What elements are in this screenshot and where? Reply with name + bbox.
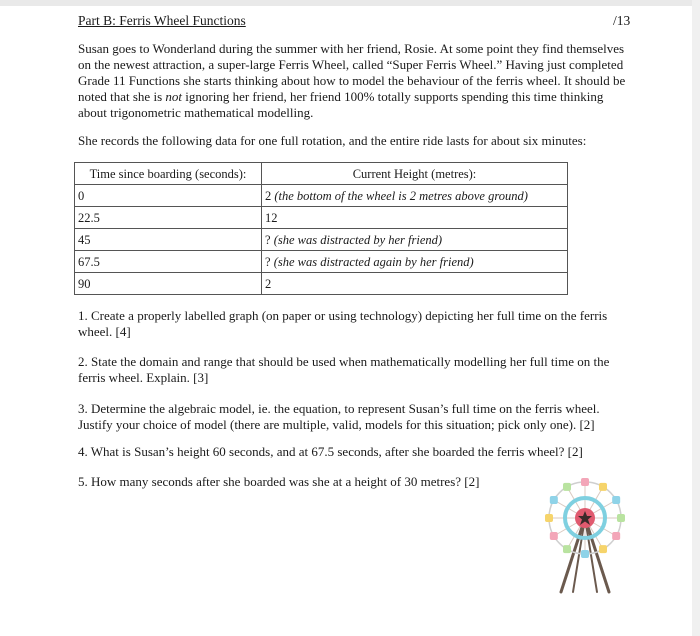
cell-height	[262, 251, 568, 273]
section-title: Part B: Ferris Wheel Functions	[78, 13, 246, 28]
header-height: Current Height (metres):	[262, 163, 568, 185]
cell-time: 22.5	[75, 207, 262, 229]
wheel-cabin	[581, 478, 589, 486]
intro-text-part2: ignoring her friend, her friend 100% totally supports spending this time thinking about trigonometric mathematical modelling.	[78, 89, 604, 120]
intro-emphasis: not	[165, 89, 183, 104]
question-3: 3. Determine the algebraic model, ie. the equation, to represent Susan’s full time on the ferris wheel. Justify your choice of model (there are multiple, valid, models for this situation; pick only one). [2]	[78, 401, 600, 432]
cell-height	[262, 229, 568, 251]
data-table	[74, 162, 568, 295]
header-time: Time since boarding (seconds):	[75, 163, 262, 185]
wheel-cabin	[617, 514, 625, 522]
cell-time: 67.5	[75, 251, 262, 273]
table-row	[75, 185, 568, 207]
question-5: 5. How many seconds after she boarded was she at a height of 30 metres? [2]	[78, 474, 480, 489]
wheel-cabin	[550, 496, 558, 504]
intro-paragraph	[78, 41, 630, 121]
cell-height	[262, 273, 568, 295]
question-1: 1. Create a properly labelled graph (on paper or using technology) depicting her full time on the ferris wheel. [4]	[78, 308, 608, 339]
cell-height	[262, 207, 568, 229]
table-row	[75, 273, 568, 295]
wheel-cabin	[545, 514, 553, 522]
cell-height	[262, 185, 568, 207]
question-4: 4. What is Susan’s height 60 seconds, and at 67.5 seconds, after she boarded the ferris wheel? [2]	[78, 444, 583, 459]
height-note: (she was distracted again by her friend)	[273, 254, 474, 269]
question-2: 2. State the domain and range that should be used when mathematically modelling her full time on the ferris wheel. Explain. [3]	[78, 354, 610, 385]
height-value: 2	[265, 188, 272, 203]
table-row	[75, 229, 568, 251]
wheel-cabin	[599, 483, 607, 491]
height-value: 2	[265, 276, 272, 291]
wheel-cabin	[550, 532, 558, 540]
wheel-cabin	[563, 545, 571, 553]
table-row	[75, 207, 568, 229]
height-value: ?	[265, 232, 271, 247]
total-marks: /13	[613, 13, 631, 28]
intro-text-part1: Susan goes to Wonderland during the summer with her friend, Rosie. At some point they find themselves on the newest attraction, a super-large Ferris Wheel, called “Super Ferris Wheel.” Having just completed Grade 11 Functions she starts thinking about how to model the behaviour of the ferris wheel. It should be noted that she is	[78, 41, 626, 104]
cell-time: 45	[75, 229, 262, 251]
height-note: (the bottom of the wheel is 2 metres above ground)	[274, 188, 528, 203]
table-row	[75, 251, 568, 273]
wheel-cabin	[563, 483, 571, 491]
cell-time: 90	[75, 273, 262, 295]
records-sentence: She records the following data for one full rotation, and the entire ride lasts for about six minutes:	[78, 133, 587, 148]
table-header-row	[75, 163, 568, 185]
wheel-cabin	[612, 532, 620, 540]
wheel-cabin	[599, 545, 607, 553]
height-note: (she was distracted by her friend)	[273, 232, 443, 247]
wheel-cabin	[612, 496, 620, 504]
wheel-cabin	[581, 550, 589, 558]
height-value: 12	[265, 210, 278, 225]
ferris-wheel-icon	[535, 470, 635, 595]
cell-time: 0	[75, 185, 262, 207]
height-value: ?	[265, 254, 271, 269]
